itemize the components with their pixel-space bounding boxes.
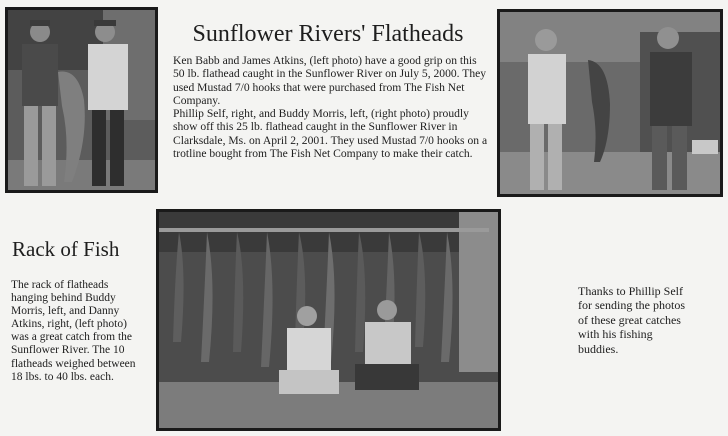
article-headline: Sunflower Rivers' Flatheads <box>192 21 464 47</box>
photo-right-flathead-25lb <box>497 9 723 197</box>
caption-left-photo: Ken Babb and James Atkins, (left photo) have a good grip on this 50 lb. flathead caught in the Sunflower River on July 5, 2000. They used Mustad 7/0 hooks that were purchased from The Fish Net Company. <box>173 54 487 107</box>
photo-left-image <box>8 10 155 190</box>
rack-section-title: Rack of Fish <box>12 237 120 261</box>
caption-right-photo: Phillip Self, right, and Buddy Morris, left, (right photo) proudly show off this 25 lb. flathead caught in the Sunflower River in Clarksdale, Ms. on April 2, 2001. They used Mustad 7/0 hooks on a trotline bought from The Fish Net Company to make their catch. <box>173 107 488 161</box>
rack-caption: The rack of flatheads hanging behind Buddy Morris, left, and Danny Atkins, right, (left photo) was a great catch from the Sunflower River. The 10 flatheads weighed between 18 lbs. to 40 lbs. each. <box>11 279 136 383</box>
article-caption <box>173 54 489 160</box>
photo-rack-of-fish <box>156 209 501 431</box>
photo-left-flathead-50lb <box>5 7 158 193</box>
photo-bottom-image <box>159 212 498 428</box>
photo-right-image <box>500 12 720 194</box>
thanks-note: Thanks to Phillip Self for sending the photos of these great catches with his fishing buddies. <box>578 284 685 356</box>
